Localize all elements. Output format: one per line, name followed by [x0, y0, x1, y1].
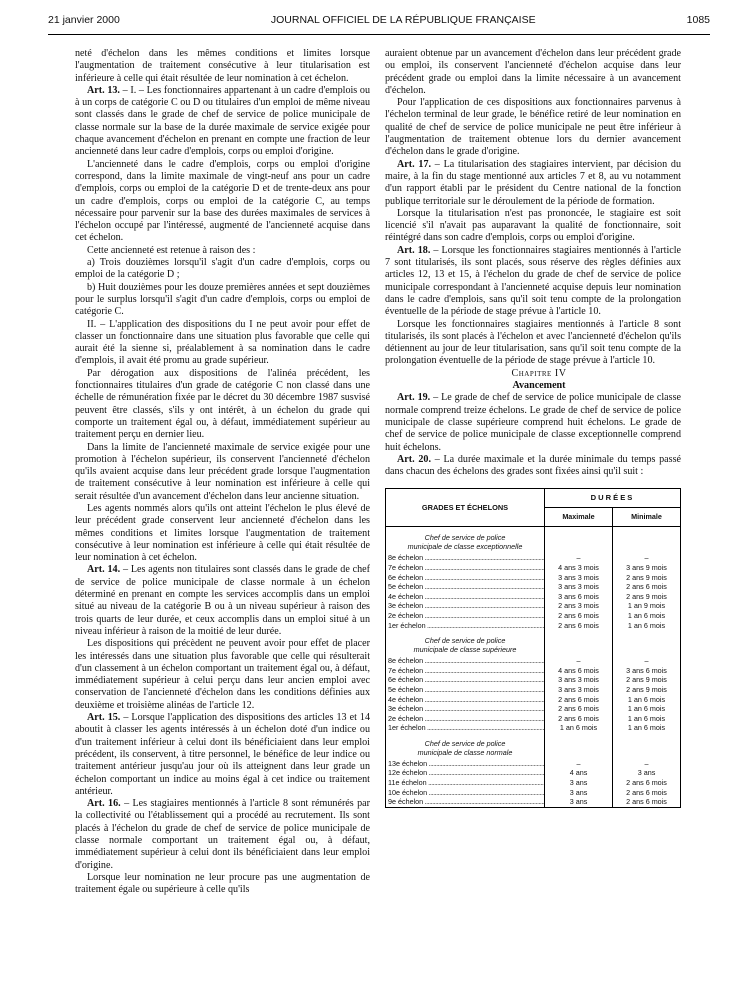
article-13	[75, 85, 370, 159]
min-duration: 1 an 6 mois	[613, 621, 681, 631]
article-19	[385, 392, 681, 453]
max-duration: 2 ans 6 mois	[545, 714, 613, 724]
max-duration: 4 ans	[545, 768, 613, 778]
echelon-label: 1er échelon .....	[388, 723, 545, 732]
paragraph: b) Huit douzièmes pour les douze premières années et sept douzièmes pour le surplus lorsqu'il s'agit d'un cadre d'emplois, corps ou emploi de catégorie C.	[75, 281, 370, 318]
column-header-durees: DURÉES	[545, 489, 681, 508]
paragraph: Dans la limite de l'ancienneté maximale de service exigée pour une promotion à l'échelon supérieur, ils conservent l'ancienneté d'échelon qu'ils avaient acquise dans leur précédent grade lorsque l'augmentation de traitement consécutive à leur nomination est inférieure à celle qui serait résultée d'un avancement d'échelon dans leur ancienne situation.	[75, 441, 370, 502]
echelon-cell	[386, 601, 545, 611]
min-duration: 3 ans	[613, 768, 681, 778]
echelon-label: 5e échelon .....	[388, 685, 544, 694]
paragraph: neté d'échelon dans les mêmes conditions et limites lorsque l'augmentation de traitement consécutive à leur titularisation est inférieure à celle qui était résultée de leur nomination à cet échelon.	[75, 48, 370, 84]
empty-cell	[545, 527, 613, 554]
echelon-cell	[386, 592, 545, 602]
durees-table	[385, 488, 681, 807]
article-label: Art. 17.	[397, 158, 432, 170]
table-row	[386, 788, 681, 798]
echelon-label: 4e échelon .....	[388, 592, 544, 601]
article-label: Art. 13.	[87, 84, 120, 96]
right-column	[385, 48, 681, 808]
echelon-cell	[386, 573, 545, 583]
group-title	[386, 527, 545, 554]
min-duration: 1 an 6 mois	[613, 714, 681, 724]
echelon-cell	[386, 759, 545, 769]
article-label: Art. 15.	[87, 712, 121, 724]
group-title-line: municipale de classe normale	[417, 747, 513, 757]
echelon-label: 3e échelon .....	[388, 704, 544, 713]
group-title-line: Chef de service de police	[424, 636, 506, 646]
table-row	[386, 621, 681, 631]
article-18	[385, 245, 681, 319]
article-text: – Lorsque les fonctionnaires stagiaires mentionnés à l'article 7 sont titularisés, ils sont placés, sous réserve des règles définies aux articles 12, 13 et 15, à l'échelon du grade de chef de service de police municipale correspondant à l'ancienneté acquise depuis leur nomination dans le cadre d'emplois, sans qu'il soit tenu compte de la prolongation éventuelle de la période de stage prévue à l'article 10.	[385, 244, 682, 318]
max-duration: 4 ans 3 mois	[545, 563, 613, 573]
min-duration: 1 an 9 mois	[613, 601, 681, 611]
group-title-line: Chef de service de police	[424, 738, 506, 748]
max-duration: 2 ans 6 mois	[545, 704, 613, 714]
max-duration: 3 ans 3 mois	[545, 675, 613, 685]
article-label: Art. 20.	[397, 453, 431, 465]
group-title-line: municipale de classe supérieure	[413, 645, 517, 655]
min-duration: 2 ans 9 mois	[613, 675, 681, 685]
max-duration: 3 ans	[545, 778, 613, 788]
echelon-cell	[386, 797, 545, 807]
group-header-row	[386, 733, 681, 759]
group-header-row	[386, 630, 681, 656]
table-row	[386, 759, 681, 769]
table-row	[386, 601, 681, 611]
article-label: Art. 16.	[87, 798, 121, 810]
empty-cell	[613, 630, 681, 656]
echelon-cell	[386, 714, 545, 724]
echelon-label: 9e échelon .....	[388, 797, 544, 806]
paragraph: Lorsque leur nomination ne leur procure pas une augmentation de traitement égale ou supérieure à celle qu'ils	[75, 871, 370, 896]
column-header-grades: GRADES ET ÉCHELONS	[386, 489, 545, 527]
table-body	[386, 527, 681, 807]
max-duration: 2 ans 6 mois	[545, 621, 613, 631]
min-duration: 2 ans 9 mois	[613, 573, 681, 583]
article-16	[75, 798, 370, 872]
table-row	[386, 563, 681, 573]
echelon-label: 7e échelon .....	[388, 666, 544, 675]
table-row	[386, 611, 681, 621]
echelon-cell	[386, 695, 545, 705]
min-duration: 2 ans 9 mois	[613, 685, 681, 695]
max-duration: –	[545, 553, 613, 563]
echelon-cell	[386, 723, 545, 733]
echelon-label: 6e échelon .....	[388, 573, 544, 582]
echelon-label: 7e échelon .....	[388, 563, 544, 572]
header-rule	[48, 34, 710, 35]
paragraph: Lorsque la titularisation n'est pas prononcée, le stagiaire est soit licencié s'il n'avait pas auparavant la qualité de fonctionnaire, soit réintégré dans son cadre d'emplois, corps ou emploi d'origine.	[385, 207, 681, 244]
journal-title: JOURNAL OFFICIEL DE LA RÉPUBLIQUE FRANÇAISE	[270, 14, 536, 26]
article-label: Art. 14.	[87, 564, 121, 576]
echelon-label: 13e échelon .....	[388, 759, 545, 768]
table-row	[386, 768, 681, 778]
echelon-cell	[386, 788, 545, 798]
article-text: – Les agents non titulaires sont classés dans le grade de chef de service de police municipale de classe normale à un échelon déterminé en prenant en compte les services accomplis dans un emploi situé au niveau de la catégorie B ou à un niveau supérieur à raison des trois quarts de leur durée, et ceux accomplis dans un emploi situé à un niveau inférieur à raison de la moitié de leur durée.	[75, 564, 371, 637]
left-column	[75, 48, 370, 896]
echelon-label: 2e échelon .....	[388, 611, 544, 620]
article-label: Art. 18.	[397, 244, 431, 256]
table-row	[386, 553, 681, 563]
column-header-max: Maximale	[545, 508, 613, 527]
issue-date: 21 janvier 2000	[48, 14, 120, 26]
table-row	[386, 592, 681, 602]
group-title	[386, 630, 545, 656]
group-title-line: Chef de service de police	[424, 533, 506, 543]
echelon-label: 12e échelon .....	[388, 768, 545, 777]
max-duration: 3 ans 6 mois	[545, 592, 613, 602]
echelon-cell	[386, 704, 545, 714]
max-duration: –	[545, 759, 613, 769]
paragraph: Lorsque les fonctionnaires stagiaires mentionnés à l'article 8 sont titularisés, ils sont placés à l'échelon et avec l'ancienneté d'échelon qu'ils détiennent au jour de leur titularisation, sans qu'il soit tenu compte de la prolongation éventuelle de la période de stage prévue à l'article 10.	[385, 318, 681, 367]
paragraph: Les dispositions qui précèdent ne peuvent avoir pour effet de placer les intéressés dans une situation plus favorable que celle qui résulterait d'un classement à un échelon comportant un traitement égal ou, à défaut, immédiatement supérieur à celui perçu dans leur ancien emploi avec conservation de l'ancienneté d'échelon dans les conditions définies aux deuxième et troisième alinéas de l'article 12.	[75, 638, 370, 711]
max-duration: 2 ans 3 mois	[545, 601, 613, 611]
min-duration: 3 ans 9 mois	[613, 563, 681, 573]
min-duration: 2 ans 6 mois	[613, 582, 681, 592]
echelon-cell	[386, 685, 545, 695]
table-row	[386, 695, 681, 705]
echelon-cell	[386, 582, 545, 592]
echelon-label: 1er échelon .....	[388, 621, 545, 630]
max-duration: 3 ans	[545, 797, 613, 807]
min-duration: 1 an 6 mois	[613, 704, 681, 714]
max-duration: 3 ans 3 mois	[545, 582, 613, 592]
max-duration: 3 ans	[545, 788, 613, 798]
max-duration: 1 an 6 mois	[545, 723, 613, 733]
echelon-cell	[386, 621, 545, 631]
table-row	[386, 723, 681, 733]
min-duration: 2 ans 6 mois	[613, 797, 681, 807]
group-header-row	[386, 527, 681, 554]
echelon-label: 3e échelon .....	[388, 601, 544, 610]
empty-cell	[545, 733, 613, 759]
page-header	[48, 14, 710, 26]
max-duration: 4 ans 6 mois	[545, 666, 613, 676]
article-text: – Le grade de chef de service de police municipale de classe normale comprend treize échelons. Le grade de chef de service de police municipale de classe supérieure comprend huit échelons. Le grade de chef de service de police municipale de classe exceptionnelle comprend huit échelons.	[385, 392, 682, 453]
echelon-label: 11e échelon .....	[388, 778, 545, 787]
empty-cell	[613, 527, 681, 554]
max-duration: 3 ans 3 mois	[545, 685, 613, 695]
min-duration: 2 ans 6 mois	[613, 778, 681, 788]
chapter-heading: Chapitre IV	[511, 367, 567, 379]
echelon-label: 8e échelon .....	[388, 656, 544, 665]
min-duration: 1 an 6 mois	[613, 723, 681, 733]
min-duration: 1 an 6 mois	[613, 695, 681, 705]
article-text: – La titularisation des stagiaires intervient, par décision du maire, à la fin du stage mentionné aux articles 7 et 8, au vu notamment d'un rapport établi par le président du Centre national de la fonction publique territoriale sur le déroulement de la période de formation.	[385, 158, 682, 207]
echelon-label: 4e échelon .....	[388, 695, 544, 704]
table-row	[386, 582, 681, 592]
paragraph: Pour l'application de ces dispositions aux fonctionnaires parvenus à l'échelon terminal de leur grade, le bénéfice retiré de leur nomination en qualité de chef de service de police municipale ne peut être inférieur à l'augmentation de traitement obtenue lors du dernier avancement d'échelon dans le grade d'origine.	[385, 97, 681, 158]
table-row	[386, 685, 681, 695]
table-row	[386, 778, 681, 788]
group-title	[386, 733, 545, 759]
echelon-cell	[386, 611, 545, 621]
article-20	[385, 454, 681, 479]
echelon-label: 6e échelon .....	[388, 675, 544, 684]
table-row	[386, 573, 681, 583]
echelon-cell	[386, 768, 545, 778]
empty-cell	[545, 630, 613, 656]
min-duration: –	[613, 759, 681, 769]
article-14	[75, 564, 370, 638]
min-duration: –	[613, 656, 681, 666]
column-header-min: Minimale	[613, 508, 681, 527]
min-duration: 2 ans 6 mois	[613, 788, 681, 798]
echelon-label: 8e échelon .....	[388, 553, 544, 562]
group-title-line: municipale de classe exceptionnelle	[407, 542, 523, 552]
article-text: – La durée maximale et la durée minimale du temps passé dans chacun des échelons des grades sont fixées ainsi qu'il suit :	[385, 453, 682, 478]
paragraph: a) Trois douzièmes lorsqu'il s'agit d'un cadre d'emplois, corps ou emploi de la catégorie D ;	[75, 257, 370, 281]
table-row	[386, 704, 681, 714]
echelon-cell	[386, 666, 545, 676]
echelon-label: 5e échelon .....	[388, 582, 544, 591]
paragraph: II. – L'application des dispositions du I ne peut avoir pour effet de classer un fonctionnaire dans une situation plus favorable que celle qui aurait été la sienne si, préalablement à sa nomination dans le cadre d'emplois, il avait été promu au grade supérieur.	[75, 318, 370, 367]
max-duration: 3 ans 3 mois	[545, 573, 613, 583]
table-row	[386, 675, 681, 685]
echelon-cell	[386, 553, 545, 563]
min-duration: 2 ans 9 mois	[613, 592, 681, 602]
paragraph: Par dérogation aux dispositions de l'alinéa précédent, les fonctionnaires titulaires d'un grade de catégorie C non classé dans une échelle de rémunération fixée par le décret du 30 décembre 1987 susvisé peuvent être classés, s'ils y ont intérêt, à un échelon du grade qui comporte un traitement égal ou, à défaut, immédiatement supérieur au traitement perçu en dernier lieu.	[75, 367, 370, 441]
min-duration: 1 an 6 mois	[613, 611, 681, 621]
page-number: 1085	[686, 14, 710, 26]
max-duration: 2 ans 6 mois	[545, 611, 613, 621]
echelon-label: 2e échelon .....	[388, 714, 544, 723]
paragraph: auraient obtenue par un avancement d'échelon dans leur précédent grade ou emploi, ils conservent l'ancienneté d'échelon acquise dans leur précédent grade ou emploi dans la limite nécessaire à un avancement d'échelon.	[385, 48, 681, 96]
article-15	[75, 712, 370, 798]
max-duration: –	[545, 656, 613, 666]
table-row	[386, 656, 681, 666]
min-duration: –	[613, 553, 681, 563]
echelon-label: 10e échelon .....	[388, 788, 545, 797]
table-row	[386, 714, 681, 724]
echelon-cell	[386, 675, 545, 685]
table-row	[386, 666, 681, 676]
echelon-cell	[386, 656, 545, 666]
min-duration: 3 ans 6 mois	[613, 666, 681, 676]
empty-cell	[613, 733, 681, 759]
max-duration: 2 ans 6 mois	[545, 695, 613, 705]
echelon-cell	[386, 563, 545, 573]
table-row	[386, 797, 681, 807]
paragraph: Cette ancienneté est retenue à raison des :	[87, 244, 256, 256]
paragraph: Les agents nommés alors qu'ils ont atteint l'échelon le plus élevé de leur précédent grade conservent leur ancienneté d'échelon dans les mêmes conditions et limites lorsque l'augmentation de traitement consécutive à leur nomination est inférieure à celle qui était résultée de leur nomination à cet échelon.	[75, 502, 370, 564]
article-label: Art. 19.	[397, 392, 431, 404]
article-17	[385, 159, 681, 208]
chapter-title: Avancement	[512, 380, 566, 392]
article-text: – Lorsque l'application des dispositions des articles 13 et 14 aboutit à classer les agents intéressés à un échelon doté d'un indice ou d'un traitement inférieur à celui dont ils bénéficiaient dans leur emploi précédent, ils conservent, à titre personnel, le bénéfice de leur indice ou traitement antérieur jusqu'au jour où ils atteignent dans leur grade un échelon comportant un indice au moins égal à cet indice ou traitement antérieur.	[75, 712, 370, 797]
echelon-cell	[386, 778, 545, 788]
paragraph: L'ancienneté dans le cadre d'emplois, corps ou emploi d'origine correspond, dans la limite maximale de vingt-neuf ans pour un cadre d'emplois, corps ou emploi de la catégorie D et de trente-deux ans pour un cadre d'emplois, corps ou emploi de la catégorie C, au temps nécessaire pour parvenir sur la base des durées maximales de services à l'échelon occupé par l'intéressé, augmenté de l'ancienneté acquise dans cet échelon.	[75, 158, 370, 244]
article-text: – Les stagiaires mentionnés à l'article 8 sont rémunérés par la collectivité ou l'établissement qui a procédé au recrutement. Ils sont placés à l'échelon du grade de chef de service de police municipale de classe normale comportant un traitement égal ou, à défaut, immédiatement supérieur à celui dont ils bénéficiaient dans leur emploi d'origine.	[75, 798, 371, 871]
article-text: – I. – Les fonctionnaires appartenant à un cadre d'emplois ou à un corps de catégorie C ou D ou titulaires d'un emploi de même niveau sont classés dans le grade de chef de service de police municipale de classe normale sur la base de la durée maximale de service exigée pour chaque avancement d'échelon en prenant en compte une fraction de leur ancienneté dans leur cadre d'emplois, corps ou emploi d'origine.	[75, 84, 370, 158]
